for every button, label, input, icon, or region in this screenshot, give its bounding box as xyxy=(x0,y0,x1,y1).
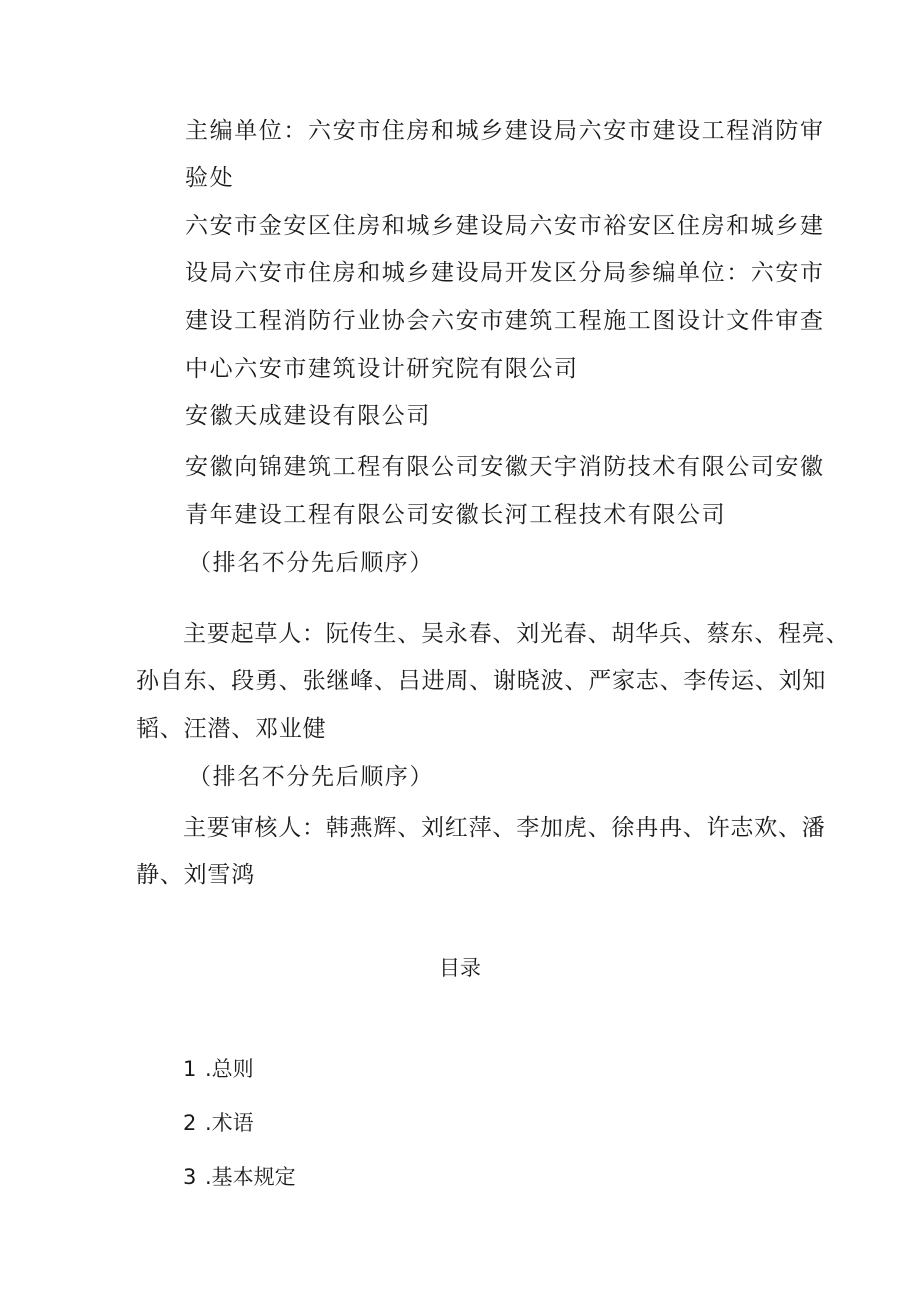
editors-ranking-note: （排名不分先后顺序） xyxy=(188,550,434,576)
drafters-line-3: 韬、汪潜、邓业健 xyxy=(136,716,327,742)
editors-line-7: 安徽天成建设有限公司 xyxy=(185,403,431,429)
reviewers-line-2: 静、刘雪鸿 xyxy=(136,862,255,888)
editors-line-9: 青年建设工程有限公司安徽长河工程技术有限公司 xyxy=(185,502,727,528)
toc-item[interactable] xyxy=(183,1162,296,1192)
toc-item-label: .术语 xyxy=(205,1111,254,1135)
editors-line-3: 六安市金安区住房和城乡建设局六安市裕安区住房和城乡建 xyxy=(185,213,825,239)
editors-line-1: 主编单位：六安市住房和城乡建设局六安市建设工程消防审 xyxy=(185,118,825,144)
toc-title: 目录 xyxy=(439,956,481,980)
toc-item[interactable] xyxy=(183,1054,254,1084)
editors-line-5: 建设工程消防行业协会六安市建筑工程施工图设计文件审查 xyxy=(185,308,825,334)
editors-line-2: 验处 xyxy=(185,165,235,191)
editors-line-4: 设局六安市住房和城乡建设局开发区分局参编单位：六安市 xyxy=(185,260,825,286)
editors-line-6: 中心六安市建筑设计研究院有限公司 xyxy=(185,356,579,382)
editors-line-8: 安徽向锦建筑工程有限公司安徽天宇消防技术有限公司安徽 xyxy=(185,454,825,480)
toc-item-number: 2 xyxy=(183,1111,197,1135)
toc-item-number: 3 xyxy=(183,1165,197,1189)
toc-item-number: 1 xyxy=(183,1057,197,1081)
drafters-line-2: 孙自东、段勇、张继峰、吕进周、谢晓波、严家志、李传运、刘知 xyxy=(136,668,827,694)
reviewers-line-1: 主要审核人：韩燕辉、刘红萍、李加虎、徐冉冉、许志欢、潘 xyxy=(183,815,826,841)
toc-item[interactable] xyxy=(183,1108,254,1138)
drafters-line-1: 主要起草人：阮传生、吴永春、刘光春、胡华兵、蔡东、程亮、 xyxy=(183,621,850,647)
toc-item-label: .总则 xyxy=(205,1057,254,1081)
toc-item-label: .基本规定 xyxy=(205,1165,296,1189)
drafters-ranking-note: （排名不分先后顺序） xyxy=(188,764,434,790)
